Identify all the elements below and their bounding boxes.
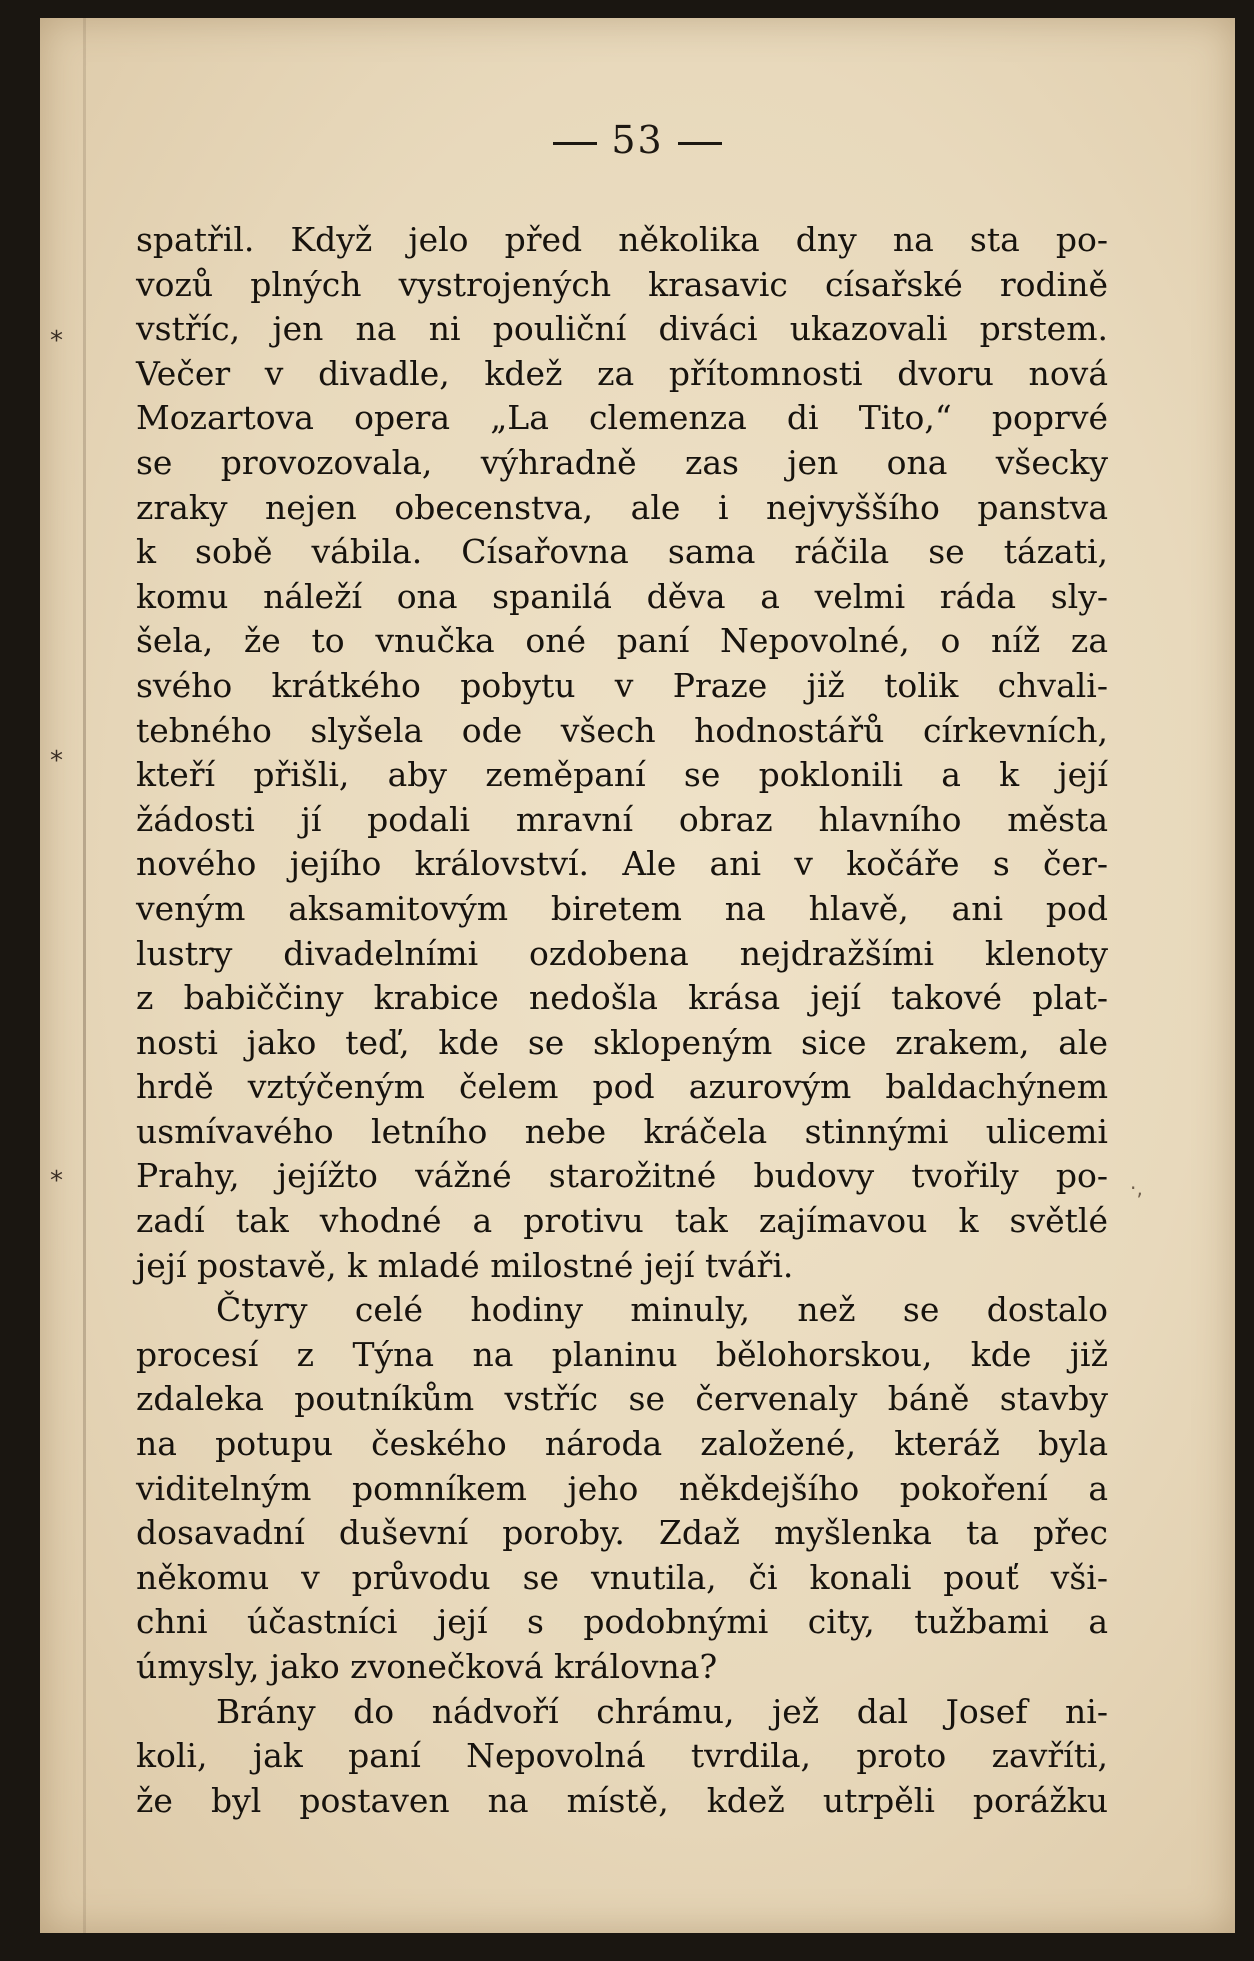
text-line: že byl postaven na místě, kdež utrpěli porážku: [136, 1780, 1108, 1820]
text-line: viditelným pomníkem jeho někdejšího pokoření a: [136, 1468, 1108, 1508]
text-line: její postavě, k mladé milostné její tváři.: [136, 1245, 794, 1285]
text-line: komu náleží ona spanilá děva a velmi ráda sly-: [136, 576, 1108, 616]
text-line: procesí z Týna na planinu bělohorskou, kde již: [136, 1334, 1108, 1374]
text-line: nosti jako teď, kde se sklopeným sice zrakem, ale: [136, 1022, 1108, 1062]
text-line: hrdě vztýčeným čelem pod azurovým baldachýnem: [136, 1067, 1108, 1107]
text-line: žádosti jí podali mravní obraz hlavního města: [136, 799, 1108, 839]
text-line: nového jejího království. Ale ani v kočáře s čer-: [136, 844, 1108, 884]
text-line: chni účastníci její s podobnými city, tužbami a: [136, 1602, 1108, 1642]
text-line: vozů plných vystrojených krasavic císařské rodině: [136, 264, 1108, 304]
text-line: na potupu českého národa založené, kteráž byla: [136, 1424, 1108, 1464]
text-line: kteří přišli, aby zeměpaní se poklonili a k její: [136, 755, 1108, 795]
text-line: Večer v divadle, kdež za přítomnosti dvoru nová: [136, 353, 1108, 393]
text-line: se provozovala, výhradně zas jen ona všecky: [136, 442, 1108, 482]
margin-mark-icon: ⁎: [50, 1158, 63, 1188]
text-line: veným aksamitovým biretem na hlavě, ani pod: [136, 888, 1108, 928]
text-line: usmívavého letního nebe kráčela stinnými ulicemi: [136, 1111, 1108, 1151]
body-text: [136, 218, 1108, 1823]
text-line: z babiččiny krabice nedošla krása její takové plat-: [136, 978, 1108, 1018]
text-line: zadí tak vhodné a protivu tak zajímavou k světlé: [136, 1201, 1108, 1241]
text-line: úmysly, jako zvonečková královna?: [136, 1647, 718, 1686]
page-number-value: 53: [611, 118, 664, 162]
text-line: vstříc, jen na ni pouliční diváci ukazovali prstem.: [136, 309, 1108, 349]
text-line: šela, že to vnučka oné paní Nepovolné, o níž za: [136, 621, 1108, 661]
text-line: spatřil. Když jelo před několika dny na sta po-: [136, 220, 1108, 259]
book-page: [40, 18, 1235, 1933]
text-line: někomu v průvodu se vnutila, či konali pouť vši-: [136, 1557, 1108, 1597]
dash-right: [678, 142, 722, 145]
margin-mark-icon: ⁎: [50, 738, 63, 768]
binding-gutter: [83, 18, 86, 1933]
text-line: koli, jak paní Nepovolná tvrdila, proto zavříti,: [136, 1736, 1108, 1776]
text-line: tebného slyšela ode všech hodnostářů církevních,: [136, 710, 1108, 750]
dash-left: [553, 142, 597, 145]
text-line: Mozartova opera „La clemenza di Tito,“ poprvé: [136, 398, 1108, 438]
text-line: Prahy, jejížto vážné starožitné budovy tvořily po-: [136, 1156, 1108, 1196]
text-line: dosavadní duševní poroby. Zdaž myšlenka ta přec: [136, 1513, 1108, 1553]
text-line: zdaleka poutníkům vstříc se červenaly báně stavby: [136, 1379, 1108, 1419]
text-line: lustry divadelními ozdobena nejdražšími klenoty: [136, 933, 1108, 973]
text-line: svého krátkého pobytu v Praze již tolik chvali-: [136, 665, 1108, 705]
page-number: [40, 118, 1235, 162]
text-line: Brány do nádvoří chrámu, jež dal Josef ni-: [216, 1691, 1108, 1731]
text-line: Čtyry celé hodiny minuly, než se dostalo: [216, 1290, 1108, 1330]
text-line: k sobě vábila. Císařovna sama ráčila se tázati,: [136, 532, 1108, 572]
margin-dots: ·‚: [1130, 1176, 1143, 1200]
margin-mark-icon: ⁎: [50, 318, 63, 348]
text-line: zraky nejen obecenstva, ale i nejvyššího panstva: [136, 487, 1108, 527]
